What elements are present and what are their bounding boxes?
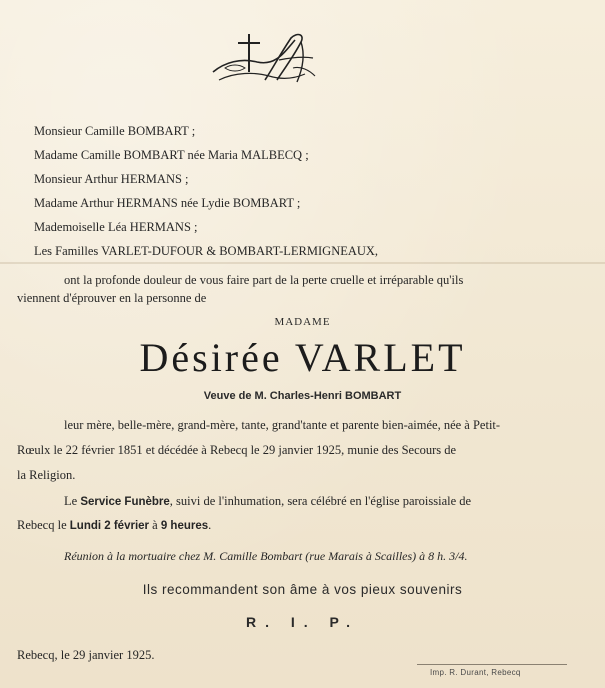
printer-rule	[417, 664, 567, 665]
service-text-1: , suivi de l'inhumation, sera célébré en l'église paroissiale de	[169, 494, 472, 508]
announcement-line-2: viennent d'éprouver en la personne de	[17, 291, 207, 305]
gathering-line: Réunion à la mortuaire chez M. Camille Bombart (rue Marais à Scailles) à 8 h. 3/4.	[64, 549, 468, 563]
printer-credit: Imp. R. Durant, Rebecq	[430, 668, 521, 677]
family-line-3: Monsieur Arthur HERMANS ;	[34, 172, 189, 186]
service-date: Lundi 2 février	[69, 520, 150, 532]
family-line-4: Madame Arthur HERMANS née Lydie BOMBART ;	[34, 196, 301, 210]
widow-of-line: Veuve de M. Charles-Henri BOMBART	[203, 390, 402, 402]
family-line-5: Mademoiselle Léa HERMANS ;	[34, 220, 198, 234]
service-line-2	[17, 518, 211, 533]
service-intro: Le	[64, 494, 78, 508]
details-line-2: Rœulx le 22 février 1851 et décédée à Rebecq le 29 janvier 1925, munie des Secours de	[17, 443, 457, 457]
service-text-2-mid: à	[152, 518, 158, 532]
rip-line: R. I. P.	[246, 614, 359, 630]
family-line-6: Les Familles VARLET-DUFOUR & BOMBART-LERMIGNEAUX,	[34, 244, 379, 258]
paper-fold	[0, 262, 605, 264]
family-line-2: Madame Camille BOMBART née Maria MALBECQ ;	[34, 148, 309, 162]
service-text-2-end: .	[208, 518, 212, 532]
place-date: Rebecq, le 29 janvier 1925.	[17, 648, 155, 662]
deceased-name: Désirée VARLET	[139, 335, 466, 380]
deceased-title: MADAME	[274, 316, 331, 328]
recommend-line: Ils recommandent son âme à vos pieux souvenirs	[142, 582, 463, 597]
family-line-1: Monsieur Camille BOMBART ;	[34, 124, 196, 138]
details-line-1: leur mère, belle-mère, grand-mère, tante, grand'tante et parente bien-aimée, née à Petit-	[64, 418, 501, 432]
details-line-3: la Religion.	[17, 468, 76, 482]
service-label: Service Funèbre	[80, 496, 170, 508]
cross-monogram-emblem	[205, 28, 325, 90]
service-line-1	[64, 494, 471, 509]
announcement-line-1: ont la profonde douleur de vous faire part de la perte cruelle et irréparable qu'ils	[64, 273, 464, 287]
service-text-2-pre: Rebecq le	[17, 518, 67, 532]
service-time: 9 heures	[160, 520, 209, 532]
